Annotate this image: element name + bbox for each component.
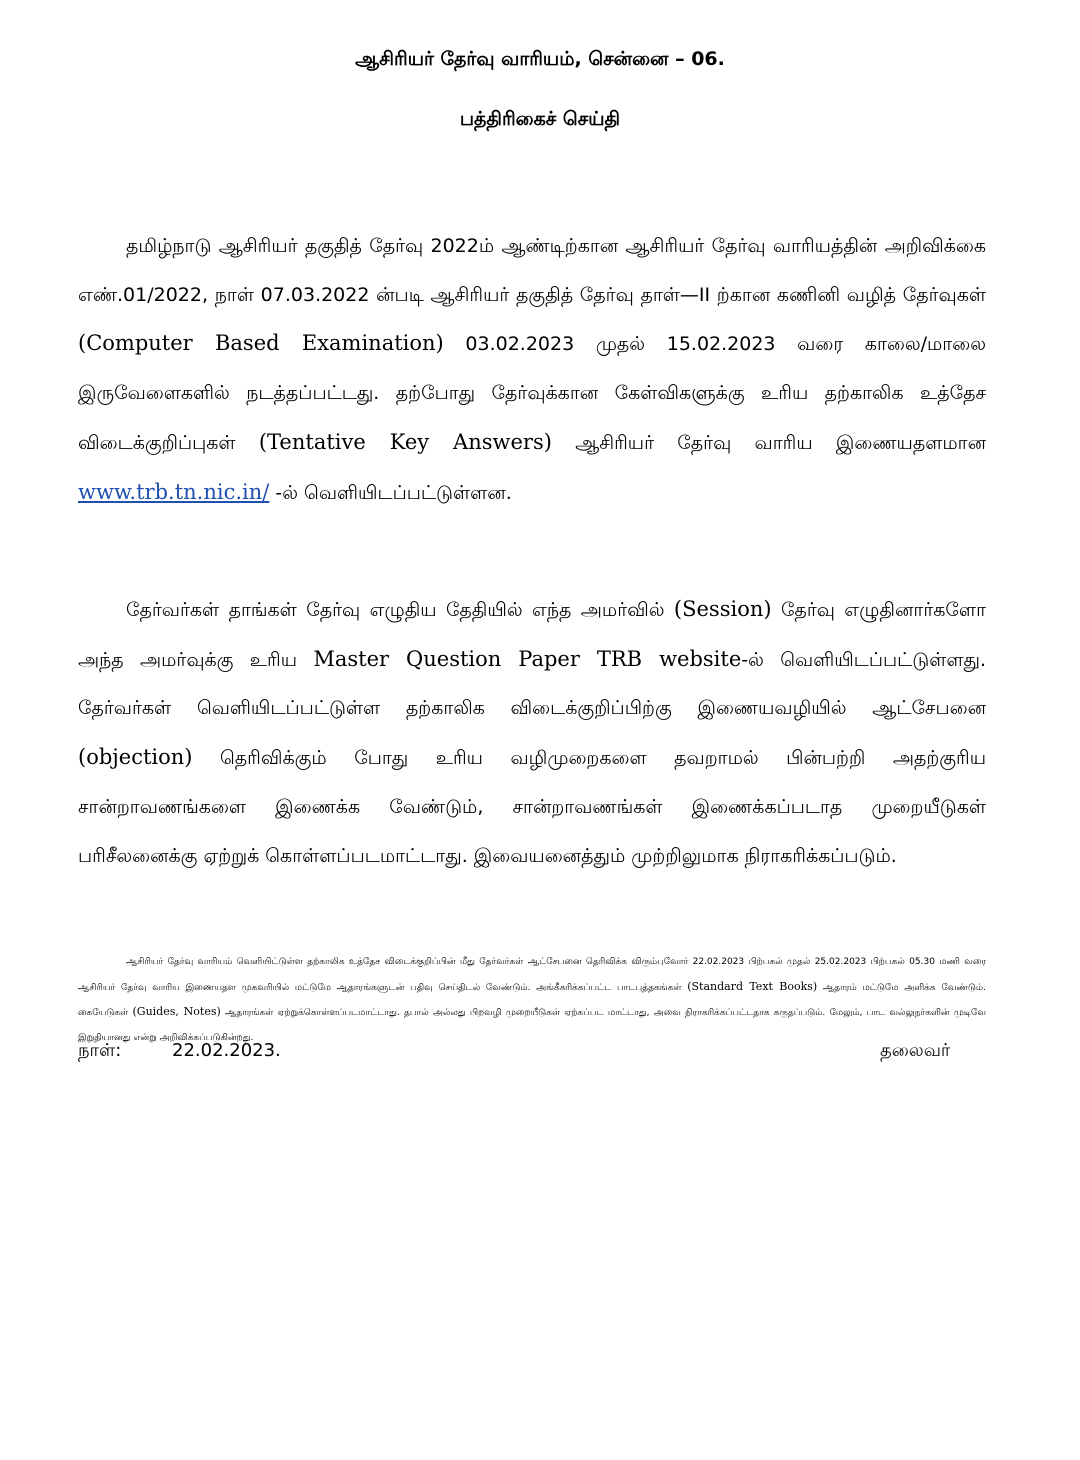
paragraph3-text-2: ஆதாரம் மட்டுமே அளிக்க வேண்டும். கையேடுகள் <box>78 982 986 1019</box>
paragraph2-text-2: தேர்வு எழுதினார்களோ அந்த அமர்வுக்கு உரிய <box>78 599 986 671</box>
organization-heading: ஆசிரியர் தேர்வு வாரியம், சென்னை – 06. <box>355 48 725 70</box>
paragraph2-text-1: தேர்வர்கள் தாங்கள் தேர்வு எழுதிய தேதியில் எந்த அமர்வில் <box>126 599 674 621</box>
document-title: பத்திரிகைச் செய்தி <box>459 108 621 130</box>
paragraph2-english-term-1: (Session) <box>673 597 772 621</box>
paragraph3-text-3: ஆதாரங்கள் ஏற்றுக்கொள்ளப்படமாட்டாது. தபால் அல்லது பிறவழி முறையீடுகள் ஏற்கப்பட மாட்டாது, அவை நிராகரிக்கப்பட்டதாக கருதப்படும். மேலும், பாட வல்லுநர்களின் முடிவே இறுதியானது என்று அறிவிக்கப்படுகின்றது. <box>78 1008 986 1044</box>
paragraph-objection-instructions <box>78 585 986 880</box>
paragraph-exam-details <box>78 222 986 517</box>
paragraph1-text-1: தமிழ்நாடு ஆசிரியர் தகுதித் தேர்வு 2022ம் ஆண்டிற்கான ஆசிரியர் தேர்வு வாரியத்தின் அறிவிக்கை எண்.01/2022, நாள் 07.03.2022 ன்படி ஆசிரியர் தகுதித் தேர்வு தாள்—II ற்கான கணினி வழித் தேர்வுகள் <box>78 235 986 306</box>
paragraph2-english-term-2: Master Question Paper TRB website <box>313 646 742 671</box>
date-label: நாள்: <box>78 1040 122 1061</box>
paragraph1-text-2: 03.02.2023 முதல் 15.02.2023 வரை காலை/மாலை இருவேளைகளில் நடத்தப்பட்டது. தற்போது தேர்வுக்கான கேள்விகளுக்கு உரிய தற்காலிக உத்தேச விடைக்குறிப்புகள் <box>78 333 986 454</box>
paragraph1-text-4: -ல் வெளியிடப்பட்டுள்ளன. <box>269 481 512 504</box>
footer <box>0 1040 1080 1070</box>
paragraph1-english-term-1: (Computer Based Examination) <box>78 331 444 356</box>
paragraph2-english-term-3: (objection) <box>78 745 193 770</box>
signatory-title: தலைவர் <box>880 1040 951 1061</box>
date-value: 22.02.2023. <box>172 1040 281 1061</box>
paragraph-objection-window <box>78 950 986 1051</box>
paragraph3-english-term-2: (Guides, Notes) <box>132 1005 221 1019</box>
paragraph1-text-3: ஆசிரியர் தேர்வு வாரிய இணையதளமான <box>551 431 986 454</box>
paragraph1-english-term-2: (Tentative Key Answers) <box>258 429 552 454</box>
paragraph2-text-4: தெரிவிக்கும் போது உரிய வழிமுறைகளை தவறாமல் பின்பற்றி அதற்குரிய சான்றாவணங்களை இணைக்க வேண்டும், சான்றாவணங்கள் இணைக்கப்படாத முறையீடுகள் பரிசீலனைக்கு ஏற்றுக் கொள்ளப்படமாட்டாது. இவையனைத்தும் முற்றிலுமாக நிராகரிக்கப்படும். <box>78 747 986 867</box>
paragraph3-text-1: ஆசிரியர் தேர்வு வாரியம் வெளியிட்டுள்ள தற்காலிக உத்தேச விடைக்குறிப்பின் மீது தேர்வர்கள் ஆட்சேபனை தெரிவிக்க விரும்புவோர் 22.02.2023 பிற்பகல் முதல் 25.02.2023 பிற்பகல் 05.30 மணி வரை ஆசிரியர் தேர்வு வாரிய இணையதள முகவரியில் மட்டுமே ஆதாரங்களுடன் பதிவு செய்திடல் வேண்டும். அங்கீகரிக்கப்பட்ட பாடபுத்தகங்கள் <box>78 957 986 993</box>
paragraph3-english-term-1: (Standard Text Books) <box>687 979 818 993</box>
trb-website-link[interactable]: www.trb.tn.nic.in/ <box>78 479 270 504</box>
paragraph2-text-3: -ல் வெளியிடப்பட்டுள்ளது. தேர்வர்கள் வெளியிடப்பட்டுள்ள தற்காலிக விடைக்குறிப்பிற்கு இணையவழியில் ஆட்சேபனை <box>78 648 987 720</box>
